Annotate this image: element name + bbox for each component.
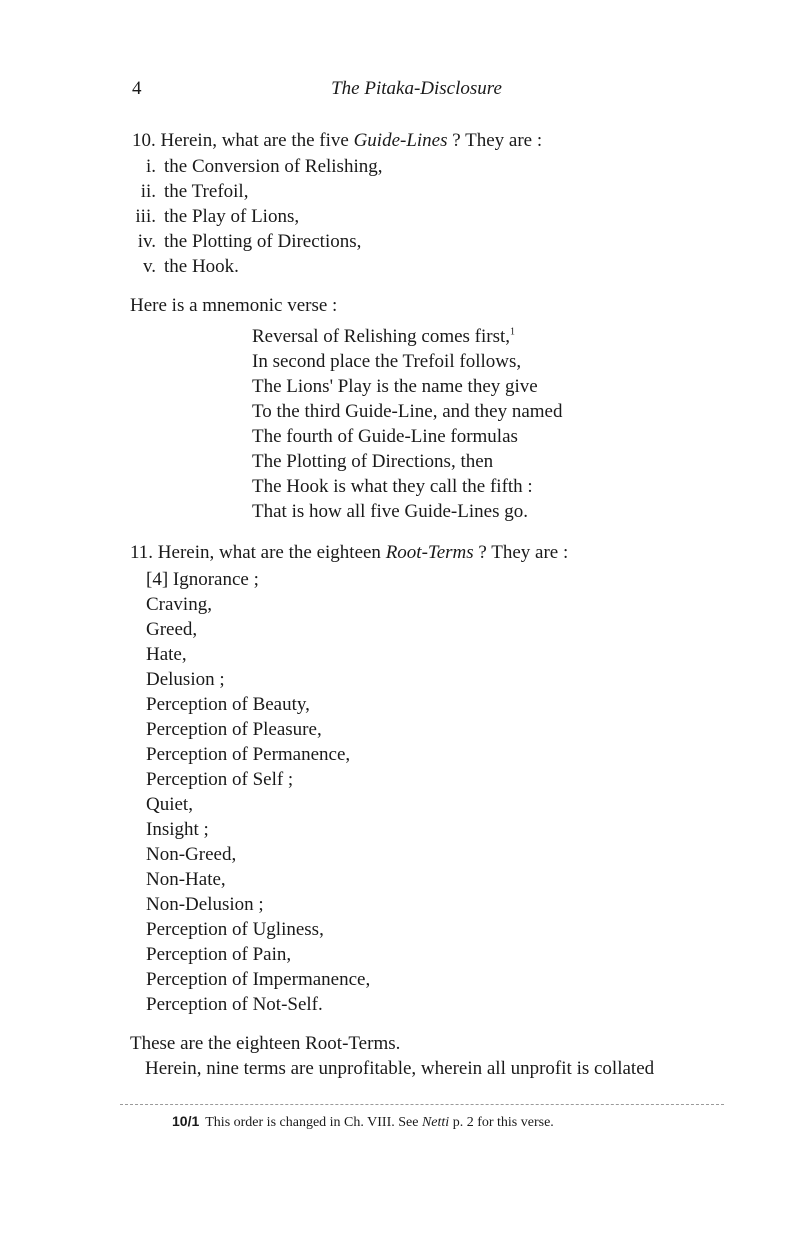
verse-text: The Plotting of Directions, then <box>252 451 494 472</box>
root-term: Non-Delusion ; <box>146 894 264 915</box>
verse-line <box>252 451 493 473</box>
item-text: the Plotting of Directions, <box>164 231 362 252</box>
section-11-intro <box>130 542 568 564</box>
item-numeral: v. <box>142 256 156 277</box>
section-10-intro <box>132 130 542 152</box>
footnote-rule <box>120 1104 724 1105</box>
root-term: Perception of Ugliness, <box>146 919 324 940</box>
footnote-marker: 1 <box>510 326 516 338</box>
verse-text: That is how all five Guide-Lines go. <box>252 501 528 522</box>
guide-line-item <box>112 231 361 253</box>
root-term: Quiet, <box>146 794 193 815</box>
root-term: Greed, <box>146 619 198 640</box>
root-term: Perception of Permanence, <box>146 744 351 765</box>
root-term: Perception of Pain, <box>146 944 292 965</box>
intro-text: 11. Herein, what are the eighteen <box>130 542 386 563</box>
root-term: Hate, <box>146 644 187 665</box>
page-number: 4 <box>132 78 142 99</box>
root-term: Non-Hate, <box>146 869 226 890</box>
continuation-text: Herein, nine terms are unprofitable, wherein all unprofit is collated <box>145 1058 655 1079</box>
verse-line <box>252 426 518 448</box>
verse-line <box>252 401 563 423</box>
intro-text: ? They are : <box>473 542 569 563</box>
verse-intro: Here is a mnemonic verse : <box>130 295 338 316</box>
root-term: Perception of Self ; <box>146 769 294 790</box>
verse-text: The Hook is what they call the fifth : <box>252 476 533 497</box>
guide-line-item <box>112 156 382 178</box>
guide-line-item <box>112 256 239 278</box>
root-term: Delusion ; <box>146 669 225 690</box>
guide-line-item <box>112 206 299 228</box>
item-text: the Play of Lions, <box>164 206 300 227</box>
verse-text: The Lions' Play is the name they give <box>252 376 538 397</box>
item-numeral: iv. <box>137 231 156 252</box>
item-text: the Trefoil, <box>164 181 249 202</box>
footnote-ref: 10/1 <box>172 1113 200 1129</box>
root-term: Non-Greed, <box>146 844 237 865</box>
verse-line <box>252 476 533 498</box>
guide-line-item <box>112 181 248 203</box>
root-terms-term: Root-Terms <box>385 542 474 563</box>
root-term: Perception of Not-Self. <box>146 994 323 1015</box>
footnote-source: Netti <box>421 1115 450 1130</box>
item-numeral: i. <box>145 156 156 177</box>
verse-line <box>252 376 538 398</box>
root-term: [4] Ignorance ; <box>146 569 259 590</box>
item-text: the Conversion of Relishing, <box>164 156 383 177</box>
footnote-text: This order is changed in Ch. VIII. See <box>205 1115 422 1130</box>
intro-text: 10. Herein, what are the five <box>132 130 354 151</box>
item-numeral: iii. <box>135 206 156 227</box>
intro-text: ? They are : <box>447 130 543 151</box>
closing-text: These are the eighteen Root-Terms. <box>130 1033 401 1054</box>
footnote <box>172 1113 554 1131</box>
item-text: the Hook. <box>164 256 239 277</box>
verse-line <box>252 351 521 373</box>
root-term: Perception of Impermanence, <box>146 969 371 990</box>
verse-text: The fourth of Guide-Line formulas <box>252 426 518 447</box>
root-term: Perception of Pleasure, <box>146 719 322 740</box>
verse-line <box>252 501 528 523</box>
verse-line <box>252 326 515 348</box>
item-numeral: ii. <box>140 181 156 202</box>
verse-text: To the third Guide-Line, and they named <box>252 401 563 422</box>
verse-text: Reversal of Relishing comes first, <box>252 326 511 347</box>
root-term: Perception of Beauty, <box>146 694 310 715</box>
guide-lines-term: Guide-Lines <box>353 130 448 151</box>
footnote-text: p. 2 for this verse. <box>449 1115 554 1130</box>
root-term: Craving, <box>146 594 212 615</box>
root-term: Insight ; <box>146 819 209 840</box>
verse-text: In second place the Trefoil follows, <box>252 351 522 372</box>
running-title: The Pitaka-Disclosure <box>331 78 502 99</box>
